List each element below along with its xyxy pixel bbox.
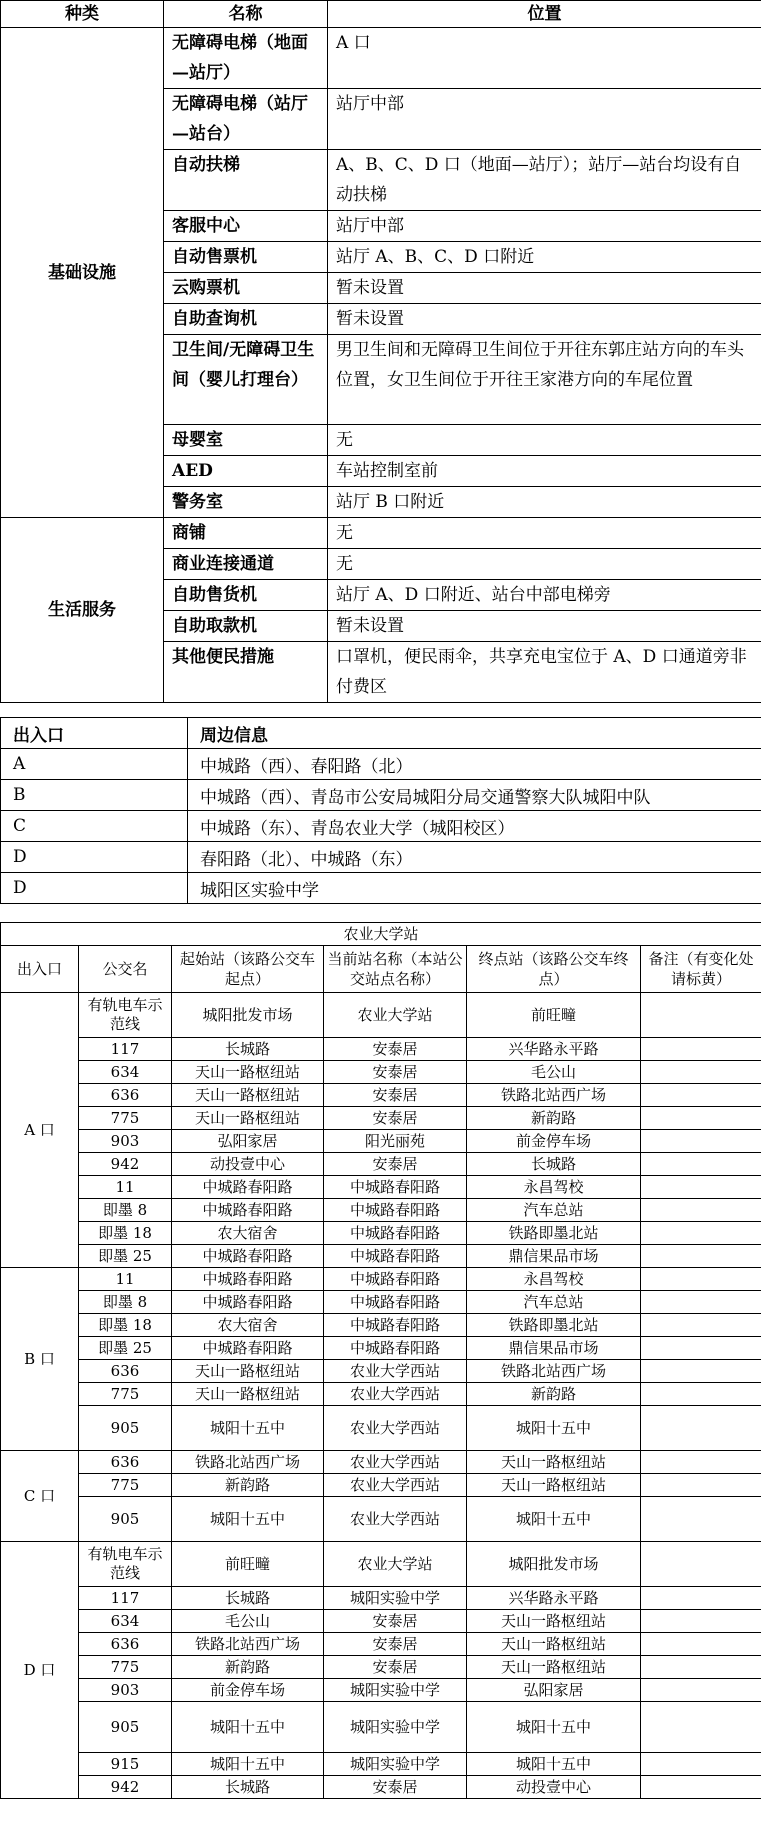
table-row: [1, 1176, 761, 1199]
start-station: 天山一路枢纽站: [172, 1107, 324, 1130]
bus-line: 636: [79, 1360, 172, 1383]
bus-line: 775: [79, 1107, 172, 1130]
current-station: 安泰居: [324, 1107, 467, 1130]
start-station: 城阳十五中: [172, 1702, 324, 1753]
bus-line: 634: [79, 1061, 172, 1084]
facility-location: 口罩机，便民雨伞，共享充电宝位于 A、D 口通道旁非付费区: [328, 642, 761, 703]
bus-line: 即墨 8: [79, 1199, 172, 1222]
facility-location: 站厅 A、D 口附近、站台中部电梯旁: [328, 580, 761, 611]
bus-line: 942: [79, 1776, 172, 1799]
facility-location: 站厅 A、B、C、D 口附近: [328, 242, 761, 273]
facility-name: 商业连接通道: [164, 549, 328, 580]
end-station: 汽车总站: [467, 1291, 641, 1314]
start-station: 长城路: [172, 1776, 324, 1799]
note-cell: [641, 1107, 761, 1130]
note-cell: [641, 1061, 761, 1084]
end-station: 永昌驾校: [467, 1268, 641, 1291]
table-row: [1, 1776, 761, 1799]
start-station: 长城路: [172, 1038, 324, 1061]
end-station: 铁路即墨北站: [467, 1314, 641, 1337]
entrance-label: D 口: [1, 1542, 79, 1799]
start-station: 弘阳家居: [172, 1130, 324, 1153]
bus-line: 636: [79, 1451, 172, 1474]
table-row: [1, 1679, 761, 1702]
table-row: [1, 1656, 761, 1679]
exits-table: [0, 717, 761, 904]
current-station: 安泰居: [324, 1656, 467, 1679]
current-station: 中城路春阳路: [324, 1176, 467, 1199]
note-cell: [641, 1153, 761, 1176]
facility-name: 自动扶梯: [164, 150, 328, 211]
current-station: 中城路春阳路: [324, 1314, 467, 1337]
note-cell: [641, 1245, 761, 1268]
current-station: 安泰居: [324, 1061, 467, 1084]
start-station: 中城路春阳路: [172, 1176, 324, 1199]
table-row: [1, 1497, 761, 1542]
header-name: 名称: [164, 1, 328, 28]
table-row: [1, 1610, 761, 1633]
start-station: 毛公山: [172, 1610, 324, 1633]
entrance-label: A 口: [1, 993, 79, 1268]
exit-label: D: [1, 842, 188, 873]
table-row: [1, 1474, 761, 1497]
table-row: [1, 811, 761, 842]
header-entrance: 出入口: [1, 946, 79, 993]
note-cell: [641, 1702, 761, 1753]
bus-line: 636: [79, 1084, 172, 1107]
current-station: 农业大学西站: [324, 1474, 467, 1497]
current-station: 中城路春阳路: [324, 1268, 467, 1291]
table-row: [1, 1633, 761, 1656]
start-station: 天山一路枢纽站: [172, 1360, 324, 1383]
facilities-table: [0, 0, 761, 703]
end-station: 弘阳家居: [467, 1679, 641, 1702]
exit-info: 中城路（西）、春阳路（北）: [188, 749, 761, 780]
bus-line: 11: [79, 1176, 172, 1199]
bus-line: 117: [79, 1038, 172, 1061]
note-cell: [641, 1474, 761, 1497]
table-row: [1, 842, 761, 873]
start-station: 长城路: [172, 1587, 324, 1610]
end-station: 长城路: [467, 1153, 641, 1176]
current-station: 农业大学西站: [324, 1360, 467, 1383]
start-station: 天山一路枢纽站: [172, 1061, 324, 1084]
bus-line: 634: [79, 1610, 172, 1633]
exit-label: C: [1, 811, 188, 842]
note-cell: [641, 1633, 761, 1656]
facility-location: 暂未设置: [328, 304, 761, 335]
end-station: 天山一路枢纽站: [467, 1474, 641, 1497]
table-row: [1, 1314, 761, 1337]
end-station: 天山一路枢纽站: [467, 1633, 641, 1656]
bus-line: 11: [79, 1268, 172, 1291]
facility-name: 自助取款机: [164, 611, 328, 642]
table-row: [1, 873, 761, 904]
end-station: 城阳十五中: [467, 1497, 641, 1542]
bus-line: 905: [79, 1702, 172, 1753]
current-station: 阳光丽苑: [324, 1130, 467, 1153]
bus-line: 有轨电车示范线: [79, 1542, 172, 1587]
entrance-label: C 口: [1, 1451, 79, 1542]
start-station: 中城路春阳路: [172, 1268, 324, 1291]
facility-name: 无障碍电梯（地面—站厅）: [164, 28, 328, 89]
note-cell: [641, 1176, 761, 1199]
start-station: 天山一路枢纽站: [172, 1084, 324, 1107]
bus-table: [0, 922, 761, 1799]
facility-location: 无: [328, 425, 761, 456]
note-cell: [641, 1130, 761, 1153]
bus-line: 942: [79, 1153, 172, 1176]
facility-name: 客服中心: [164, 211, 328, 242]
end-station: 铁路北站西广场: [467, 1084, 641, 1107]
bus-line: 即墨 25: [79, 1245, 172, 1268]
start-station: 农大宿舍: [172, 1222, 324, 1245]
current-station: 中城路春阳路: [324, 1245, 467, 1268]
facility-name: 无障碍电梯（站厅—站台）: [164, 89, 328, 150]
facility-name: 警务室: [164, 487, 328, 518]
end-station: 新韵路: [467, 1383, 641, 1406]
end-station: 兴华路永平路: [467, 1587, 641, 1610]
note-cell: [641, 1383, 761, 1406]
exit-info: 春阳路（北）、中城路（东）: [188, 842, 761, 873]
header-start: 起始站（该路公交车起点）: [172, 946, 324, 993]
header-note: 备注（有变化处请标黄）: [641, 946, 761, 993]
start-station: 城阳十五中: [172, 1753, 324, 1776]
end-station: 动投壹中心: [467, 1776, 641, 1799]
bus-line: 775: [79, 1383, 172, 1406]
start-station: 城阳十五中: [172, 1406, 324, 1451]
bus-line: 903: [79, 1679, 172, 1702]
current-station: 城阳实验中学: [324, 1702, 467, 1753]
facility-name: 母婴室: [164, 425, 328, 456]
table-row: [1, 1383, 761, 1406]
note-cell: [641, 1497, 761, 1542]
bus-line: 915: [79, 1753, 172, 1776]
start-station: 中城路春阳路: [172, 1245, 324, 1268]
table-row: [1, 1753, 761, 1776]
facility-name: 自动售票机: [164, 242, 328, 273]
exits-header-row: [1, 718, 761, 749]
table-row: [1, 1451, 761, 1474]
current-station: 城阳实验中学: [324, 1753, 467, 1776]
table-row: [1, 518, 761, 549]
table-row: [1, 1130, 761, 1153]
end-station: 永昌驾校: [467, 1176, 641, 1199]
current-station: 城阳实验中学: [324, 1587, 467, 1610]
bus-line: 117: [79, 1587, 172, 1610]
table-row: [1, 1061, 761, 1084]
bus-line: 即墨 8: [79, 1291, 172, 1314]
bus-line: 905: [79, 1497, 172, 1542]
table-row: [1, 1337, 761, 1360]
facility-name: 云购票机: [164, 273, 328, 304]
start-station: 中城路春阳路: [172, 1199, 324, 1222]
exit-info: 城阳区实验中学: [188, 873, 761, 904]
end-station: 城阳十五中: [467, 1702, 641, 1753]
table-row: [1, 993, 761, 1038]
current-station: 安泰居: [324, 1038, 467, 1061]
table-row: [1, 1587, 761, 1610]
end-station: 天山一路枢纽站: [467, 1656, 641, 1679]
facility-name: 其他便民措施: [164, 642, 328, 703]
bus-title-row: [1, 923, 761, 946]
current-station: 农业大学西站: [324, 1497, 467, 1542]
header-location: 位置: [328, 1, 761, 28]
end-station: 鼎信果品市场: [467, 1337, 641, 1360]
exit-label: B: [1, 780, 188, 811]
current-station: 城阳实验中学: [324, 1679, 467, 1702]
facility-location: 暂未设置: [328, 611, 761, 642]
start-station: 新韵路: [172, 1474, 324, 1497]
end-station: 铁路北站西广场: [467, 1360, 641, 1383]
current-station: 安泰居: [324, 1633, 467, 1656]
start-station: 农大宿舍: [172, 1314, 324, 1337]
facility-location: 无: [328, 549, 761, 580]
start-station: 新韵路: [172, 1656, 324, 1679]
exit-info: 中城路（东）、青岛农业大学（城阳校区）: [188, 811, 761, 842]
facility-name: 自助查询机: [164, 304, 328, 335]
entrance-label: B 口: [1, 1268, 79, 1451]
header-info: 周边信息: [188, 718, 761, 749]
note-cell: [641, 1656, 761, 1679]
end-station: 毛公山: [467, 1061, 641, 1084]
bus-line: 636: [79, 1633, 172, 1656]
header-line: 公交名: [79, 946, 172, 993]
note-cell: [641, 1360, 761, 1383]
facility-location: 男卫生间和无障碍卫生间位于开往东郭庄站方向的车头位置，女卫生间位于开往王家港方向的车尾位置: [328, 335, 761, 425]
start-station: 动投壹中心: [172, 1153, 324, 1176]
table-row: [1, 1084, 761, 1107]
note-cell: [641, 1268, 761, 1291]
note-cell: [641, 1679, 761, 1702]
facility-location: 无: [328, 518, 761, 549]
note-cell: [641, 1610, 761, 1633]
facility-location: 站厅中部: [328, 89, 761, 150]
bus-line: 即墨 18: [79, 1222, 172, 1245]
facility-name: AED: [164, 456, 328, 487]
start-station: 前金停车场: [172, 1679, 324, 1702]
note-cell: [641, 1542, 761, 1587]
exit-label: A: [1, 749, 188, 780]
end-station: 铁路即墨北站: [467, 1222, 641, 1245]
facility-name: 自助售货机: [164, 580, 328, 611]
table-row: [1, 1245, 761, 1268]
end-station: 天山一路枢纽站: [467, 1610, 641, 1633]
table-row: [1, 749, 761, 780]
table-row: [1, 1406, 761, 1451]
current-station: 中城路春阳路: [324, 1337, 467, 1360]
note-cell: [641, 1314, 761, 1337]
current-station: 农业大学西站: [324, 1406, 467, 1451]
start-station: 铁路北站西广场: [172, 1451, 324, 1474]
category-cell: 基础设施: [1, 28, 164, 518]
current-station: 农业大学站: [324, 993, 467, 1038]
facility-location: 站厅中部: [328, 211, 761, 242]
end-station: 前金停车场: [467, 1130, 641, 1153]
bus-header-row: [1, 946, 761, 993]
current-station: 农业大学西站: [324, 1451, 467, 1474]
table-row: [1, 28, 761, 89]
current-station: 安泰居: [324, 1084, 467, 1107]
note-cell: [641, 1451, 761, 1474]
bus-line: 903: [79, 1130, 172, 1153]
table-row: [1, 1542, 761, 1587]
table-row: [1, 1291, 761, 1314]
bus-line: 即墨 18: [79, 1314, 172, 1337]
note-cell: [641, 1291, 761, 1314]
bus-line: 775: [79, 1656, 172, 1679]
note-cell: [641, 1337, 761, 1360]
header-end: 终点站（该路公交车终点）: [467, 946, 641, 993]
end-station: 天山一路枢纽站: [467, 1451, 641, 1474]
note-cell: [641, 1038, 761, 1061]
facilities-header-row: [1, 1, 761, 28]
exit-info: 中城路（西）、青岛市公安局城阳分局交通警察大队城阳中队: [188, 780, 761, 811]
bus-table-title: 农业大学站: [1, 923, 761, 946]
exit-label: D: [1, 873, 188, 904]
current-station: 安泰居: [324, 1153, 467, 1176]
end-station: 汽车总站: [467, 1199, 641, 1222]
start-station: 铁路北站西广场: [172, 1633, 324, 1656]
table-row: [1, 1222, 761, 1245]
facility-name: 商铺: [164, 518, 328, 549]
note-cell: [641, 1199, 761, 1222]
current-station: 中城路春阳路: [324, 1291, 467, 1314]
note-cell: [641, 993, 761, 1038]
bus-line: 有轨电车示范线: [79, 993, 172, 1038]
start-station: 前旺疃: [172, 1542, 324, 1587]
facility-location: A、B、C、D 口（地面—站厅）；站厅—站台均设有自动扶梯: [328, 150, 761, 211]
table-row: [1, 1268, 761, 1291]
start-station: 天山一路枢纽站: [172, 1383, 324, 1406]
start-station: 中城路春阳路: [172, 1337, 324, 1360]
current-station: 中城路春阳路: [324, 1199, 467, 1222]
current-station: 农业大学站: [324, 1542, 467, 1587]
category-cell: 生活服务: [1, 518, 164, 703]
table-row: [1, 1038, 761, 1061]
end-station: 新韵路: [467, 1107, 641, 1130]
end-station: 城阳批发市场: [467, 1542, 641, 1587]
end-station: 城阳十五中: [467, 1406, 641, 1451]
bus-line: 905: [79, 1406, 172, 1451]
table-row: [1, 1153, 761, 1176]
end-station: 鼎信果品市场: [467, 1245, 641, 1268]
end-station: 兴华路永平路: [467, 1038, 641, 1061]
bus-line: 775: [79, 1474, 172, 1497]
facility-location: 站厅 B 口附近: [328, 487, 761, 518]
current-station: 安泰居: [324, 1776, 467, 1799]
table-row: [1, 1360, 761, 1383]
current-station: 安泰居: [324, 1610, 467, 1633]
facility-name: 卫生间/无障碍卫生间（婴儿打理台）: [164, 335, 328, 425]
start-station: 城阳十五中: [172, 1497, 324, 1542]
facility-location: 车站控制室前: [328, 456, 761, 487]
table-row: [1, 1107, 761, 1130]
note-cell: [641, 1776, 761, 1799]
note-cell: [641, 1406, 761, 1451]
table-row: [1, 780, 761, 811]
note-cell: [641, 1753, 761, 1776]
bus-line: 即墨 25: [79, 1337, 172, 1360]
header-category: 种类: [1, 1, 164, 28]
note-cell: [641, 1222, 761, 1245]
table-row: [1, 1199, 761, 1222]
facility-location: A 口: [328, 28, 761, 89]
current-station: 中城路春阳路: [324, 1222, 467, 1245]
start-station: 中城路春阳路: [172, 1291, 324, 1314]
header-current: 当前站名称（本站公交站点名称）: [324, 946, 467, 993]
current-station: 农业大学西站: [324, 1383, 467, 1406]
facility-location: 暂未设置: [328, 273, 761, 304]
end-station: 前旺疃: [467, 993, 641, 1038]
table-row: [1, 1702, 761, 1753]
end-station: 城阳十五中: [467, 1753, 641, 1776]
header-exit: 出入口: [1, 718, 188, 749]
note-cell: [641, 1587, 761, 1610]
note-cell: [641, 1084, 761, 1107]
start-station: 城阳批发市场: [172, 993, 324, 1038]
